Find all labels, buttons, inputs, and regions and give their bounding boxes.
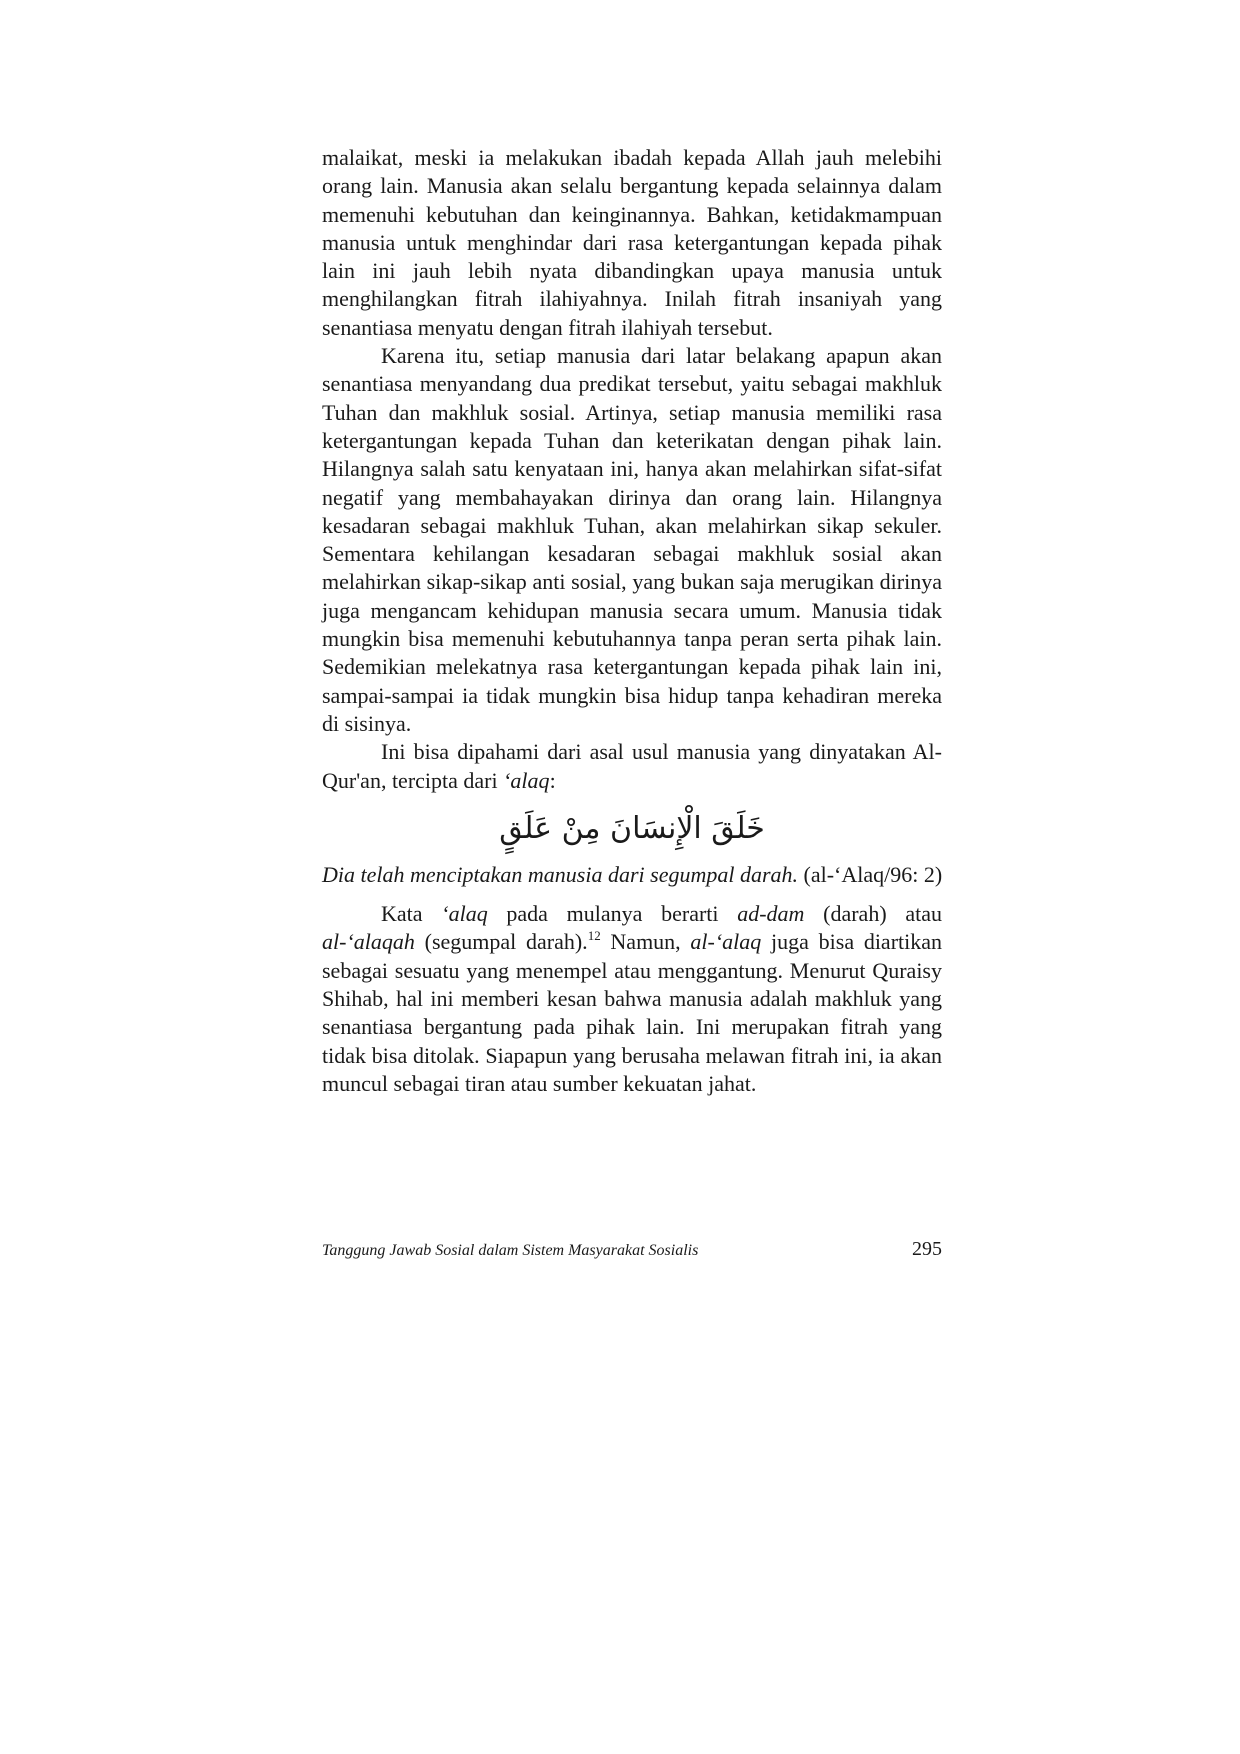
p4-text-2: pada mulanya berarti [487,901,738,927]
p4-term-alaq: ‘alaq [441,901,488,927]
footnote-marker[interactable]: 12 [587,928,601,944]
paragraph-1: malaikat, meski ia melakukan ibadah kepada Allah jauh melebihi orang lain. Manusia akan selalu bergantung kepada selainnya dalam memenuhi kebutuhan dan keinginannya. Bahkan, ketidakmampuan manusia untuk menghindar dari rasa ketergantungan kepada pihak lain ini jauh lebih nyata dibandingkan upaya manusia untuk menghilangkan fitrah ilahiyahnya. Inilah fitrah insaniyah yang senantiasa menyatu dengan fitrah ilahiyah tersebut. [322,145,942,340]
paragraph-3-text: Ini bisa dipahami dari asal usul manusia yang dinyatakan Al-Qur'an, tercipta dari [322,739,942,793]
paragraph-3 [322,738,942,795]
verse-reference: (al-‘Alaq/96: 2) [798,861,943,887]
page-number: 295 [912,1238,942,1260]
paragraph-4 [322,900,942,1098]
running-title: Tanggung Jawab Sosial dalam Sistem Masyarakat Sosialis [322,1242,699,1259]
p4-text-1: Kata [381,901,442,927]
paragraph-3-colon: : [549,767,556,793]
p4-term-ad-dam: ad-dam [737,901,805,927]
p4-term-al-alaq: al-‘alaq [690,929,762,955]
paragraph-3-term: ‘alaq [503,767,550,793]
p4-text-5: Namun, [600,929,691,955]
page-body [322,144,942,1098]
verse-translation: Dia telah menciptakan manusia dari segumpal darah. [322,861,799,887]
p4-text-4: (segumpal darah). [414,929,588,955]
paragraph-2: Karena itu, setiap manusia dari latar belakang apapun akan senantiasa menyandang dua predikat tersebut, yaitu sebagai makhluk Tuhan dan makhluk sosial. Artinya, setiap manusia memiliki rasa ketergantungan kepada Tuhan dan keterikatan dengan pihak lain. Hilangnya salah satu kenyataan ini, hanya akan melahirkan sifat-sifat negatif yang membahayakan dirinya dan orang lain. Hilangnya kesadaran sebagai makhluk Tuhan, akan melahirkan sikap sekuler. Sementara kehilangan kesadaran sebagai makhluk sosial akan melahirkan sikap-sikap anti sosial, yang bukan saja merugikan dirinya juga mengancam kehidupan manusia secara umum. Manusia tidak mungkin bisa memenuhi kebutuhannya tanpa peran serta pihak lain. Sedemikian melekatnya rasa ketergantungan kepada pihak lain ini, sampai-sampai ia tidak mungkin bisa hidup tanpa kehadiran mereka di sisinya. [322,343,942,736]
arabic-verse: خَلَقَ الْإِنسَانَ مِنْ عَلَقٍ [499,810,765,846]
verse-translation-line [322,861,942,889]
p4-term-al-alaqah: al-‘alaqah [322,929,415,955]
p4-text-6: juga bisa diartikan sebagai sesuatu yang menempel atau menggantung. Menurut Quraisy Shihab, hal ini memberi kesan bahwa manusia adalah makhluk yang senantiasa bergantung pada pihak lain. Ini merupakan fitrah yang tidak bisa ditolak. Siapapun yang berusaha melawan fitrah ini, ia akan muncul sebagai tiran atau sumber kekuatan jahat. [322,929,943,1096]
p4-text-3: (darah) atau [804,901,942,927]
page-footer [322,1238,942,1261]
